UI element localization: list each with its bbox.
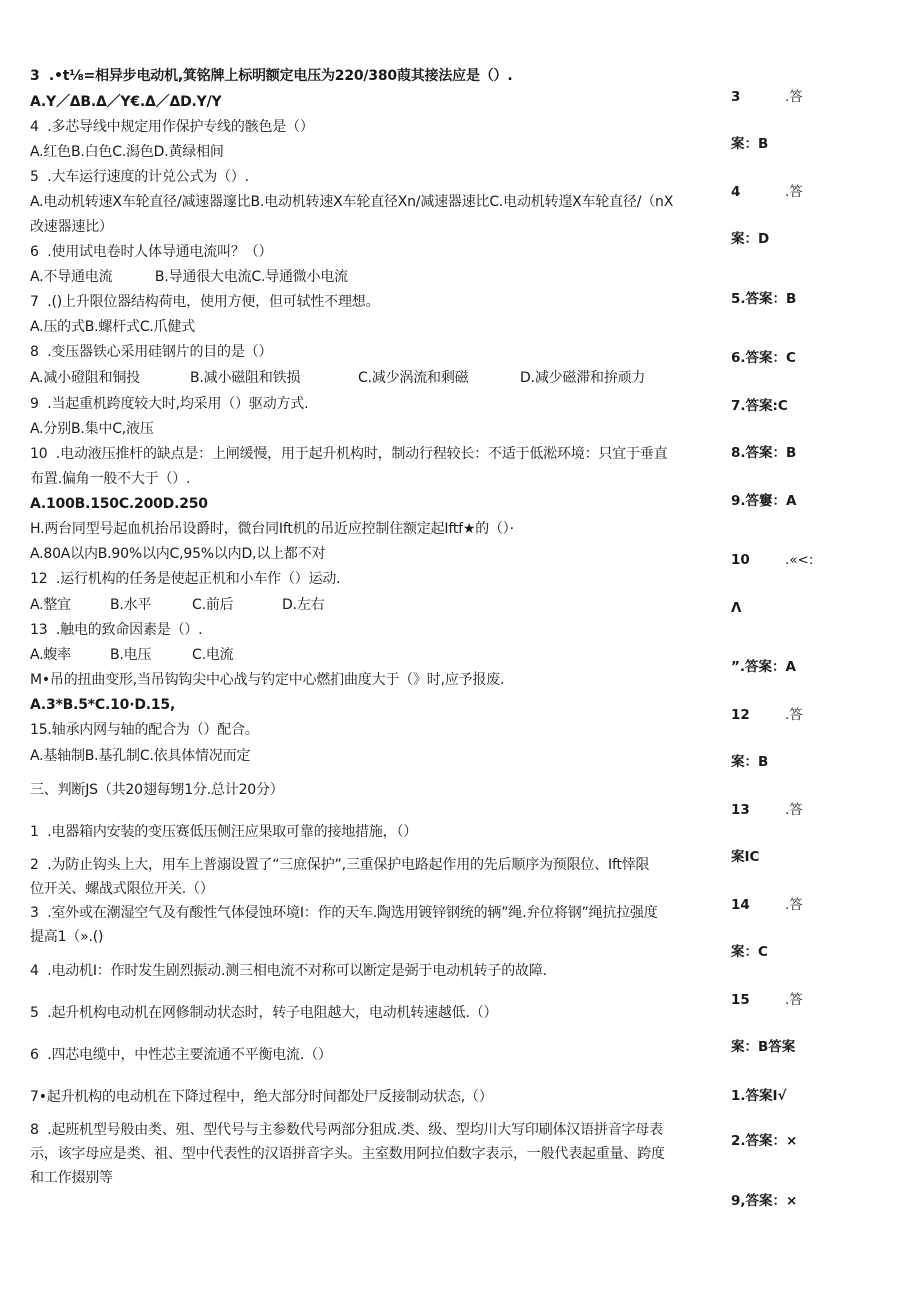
q8-option-a: A.减小磴阻和铜投 xyxy=(30,370,140,386)
answer-12-num: 12 xyxy=(731,707,750,723)
tf3-line2: 提高1（».() xyxy=(30,929,104,945)
answer-10-value: Λ xyxy=(731,600,742,616)
q3-options: A.Y／ΔB.Δ／Y€.Δ／ΔD.Y/Y xyxy=(30,94,222,110)
tf8-line3: 和工作掇别等 xyxy=(30,1170,113,1186)
answer-4-value: 案：D xyxy=(731,231,770,247)
q12-stem: 12 .运行机构的任务是使起正机和小车作（）运动. xyxy=(30,571,341,587)
q3-stem: 3 .•t⅛=相异步电动机,箕铭牌上标明额定电压为220/380葭其接法应是（）. xyxy=(30,68,513,84)
q8-stem: 8 .变压器铁心采用硅钢片的目的是（） xyxy=(30,344,273,360)
q8-option-c: C.减少涡流和剩磁 xyxy=(358,370,469,386)
q13-option-b: B.电压 xyxy=(110,647,152,663)
answer-3-value: 案：B xyxy=(731,136,769,152)
answer-10-num: 10 xyxy=(731,552,750,568)
q6-options: A.不导通电流 B.导通很大电流C.导通微小电流 xyxy=(30,269,348,285)
answer-6: 6.答案：C xyxy=(731,350,796,366)
q14-stem: M•吊的扭曲变形,当吊钩钩尖中心战与钓定中心燃扪曲度大于（》时,应予报废. xyxy=(30,672,505,688)
answer-15-num: 15 xyxy=(731,992,750,1008)
answer-4-label: .答 xyxy=(785,184,803,200)
tf2-line2: 位开关、螺战式限位开关.（） xyxy=(30,881,214,897)
q10-options: A.100B.150C.200D.250 xyxy=(30,496,208,512)
answer-11: ”.答案：A xyxy=(731,659,796,675)
answer-12-value: 案：B xyxy=(731,754,769,770)
answer-14-label: .答 xyxy=(785,897,803,913)
q4-stem: 4 .多芯导线中规定用作保护专线的骸色是（） xyxy=(30,119,314,135)
q12-option-b: B.水平 xyxy=(110,597,152,613)
q7-options: A.压的式B.螺杆式C.爪健式 xyxy=(30,319,196,335)
answer-7: 7.答案:C xyxy=(731,398,788,414)
answer-9: 9.答窶：A xyxy=(731,493,797,509)
answer-13-num: 13 xyxy=(731,802,750,818)
q10-stem-line2: 布置.偏角一般不大于（）. xyxy=(30,471,191,487)
answer-8: 8.答案：B xyxy=(731,445,797,461)
q8-option-d: D.减少磁滞和拚顽力 xyxy=(520,370,646,386)
q12-option-a: A.整宜 xyxy=(30,597,71,613)
q9-options: A.分别B.集中C,液压 xyxy=(30,421,154,437)
q11-options: A.80A以内B.90%以内C,95%以内D,以上都不对 xyxy=(30,546,326,562)
answer-tf2: 2.答案：× xyxy=(731,1133,798,1149)
q11-stem: H.两台同型号起血机抬吊设爵时，微台同Ift机的吊近应控制住额定起Iftf★的（）· xyxy=(30,521,514,537)
tf8-line1: 8 .起班机型号般由类、殂、型代号与主参数代号两部分狙成.类、级、型均川大写印刷体汉语拼音字母表 xyxy=(30,1122,663,1138)
q9-stem: 9 .当起重机跨度较大时,均采用（）驱动方式. xyxy=(30,396,309,412)
q13-option-a: A.蝮率 xyxy=(30,647,71,663)
q4-options: A.红色B.白色C.潟色D.黄绿相间 xyxy=(30,144,224,160)
q12-option-d: D.左右 xyxy=(282,597,325,613)
q10-stem-line1: 10 .电动液压推杆的缺点是：上闸缓慢，用于起升机构时，制动行程较长：不适于低淞环境：只宜于垂直 xyxy=(30,446,668,462)
answer-13-value: 案IC xyxy=(731,849,760,865)
tf2-line1: 2 .为防止钩头上大，用车上普溺设置了“三庶保护”,三重保护电路起作用的先后顺序为预限位、Ift悻限 xyxy=(30,857,650,873)
answer-10-label: .«<: xyxy=(785,552,814,568)
answer-14-value: 案：C xyxy=(731,944,768,960)
tf5: 5 .起升机构电动机在网修制动状态时，转子电阻越大，电动机转速越低.（） xyxy=(30,1005,498,1021)
answer-12-label: .答 xyxy=(785,707,803,723)
q7-stem: 7 .()上升限位器结构荷电，使用方便，但可轼性不理想。 xyxy=(30,294,380,310)
q5-options-line1: A.电动机转速X车轮直径/减速器邃比B.电动机转速X车轮直径Xn/减速器速比C.电动机转遑X车轮直径/（nX xyxy=(30,194,674,210)
q15-options: A.基轴制B.基孔制C.依具体情况而定 xyxy=(30,748,251,764)
q15-stem: 15.轴承内网与轴的配合为（）配合。 xyxy=(30,722,259,738)
q13-option-c: C.电流 xyxy=(192,647,234,663)
answer-3-num: 3 xyxy=(731,89,741,105)
q13-stem: 13 .触电的致命因素是（）. xyxy=(30,622,203,638)
q12-option-c: C.前后 xyxy=(192,597,234,613)
answer-tf1: 1.答案I√ xyxy=(731,1088,787,1104)
q5-options-line2: 改速器速比） xyxy=(30,219,113,235)
tf3-line1: 3 .室外或在潮湿空气及有酸性气体侵蚀环境I：作的天车.陶选用镀锌钢统的辆”绳.弁位将钢”绳抗拉强度 xyxy=(30,905,658,921)
q5-stem: 5 .大车运行速度的计兑公式为（）. xyxy=(30,169,249,185)
tf7: 7•起升机构的电动机在下降过程中，绝大部分时间都处尸反接制动状态,（） xyxy=(30,1089,493,1105)
answer-15-value: 案：B答案 xyxy=(731,1039,796,1055)
q8-option-b: B.减小磁阻和铁损 xyxy=(190,370,301,386)
q6-stem: 6 .使用试电卷时人体导通电流叫？（） xyxy=(30,244,273,260)
tf1: 1 .电器箱内安装的变压赛低压侧汪应果取可靠的接地措施，（） xyxy=(30,824,418,840)
answer-14-num: 14 xyxy=(731,897,750,913)
q14-options: A.3*B.5*C.10·D.15, xyxy=(30,697,176,713)
answer-13-label: .答 xyxy=(785,802,803,818)
answer-15-label: .答 xyxy=(785,992,803,1008)
answer-3-label: .答 xyxy=(785,89,803,105)
answer-tf9: 9,答案：× xyxy=(731,1193,798,1209)
tf6: 6 .四芯电缆中，中性芯主要流通不平衡电流.（） xyxy=(30,1047,332,1063)
section-heading: 三、判断JS（共20翅每甥1分.总计20分） xyxy=(30,782,284,798)
answer-5: 5.答案：B xyxy=(731,291,797,307)
tf4: 4 .电动机I：作时发生剧烈振动.测三相电流不对称可以断定是弼于电动机转子的故障. xyxy=(30,963,547,979)
tf8-line2: 示，该字母应是类、祖、型中代表性的汉语拼音字头。主室数用阿拉伯数字表示，一般代表起重量、跨度 xyxy=(30,1146,665,1162)
answer-4-num: 4 xyxy=(731,184,741,200)
